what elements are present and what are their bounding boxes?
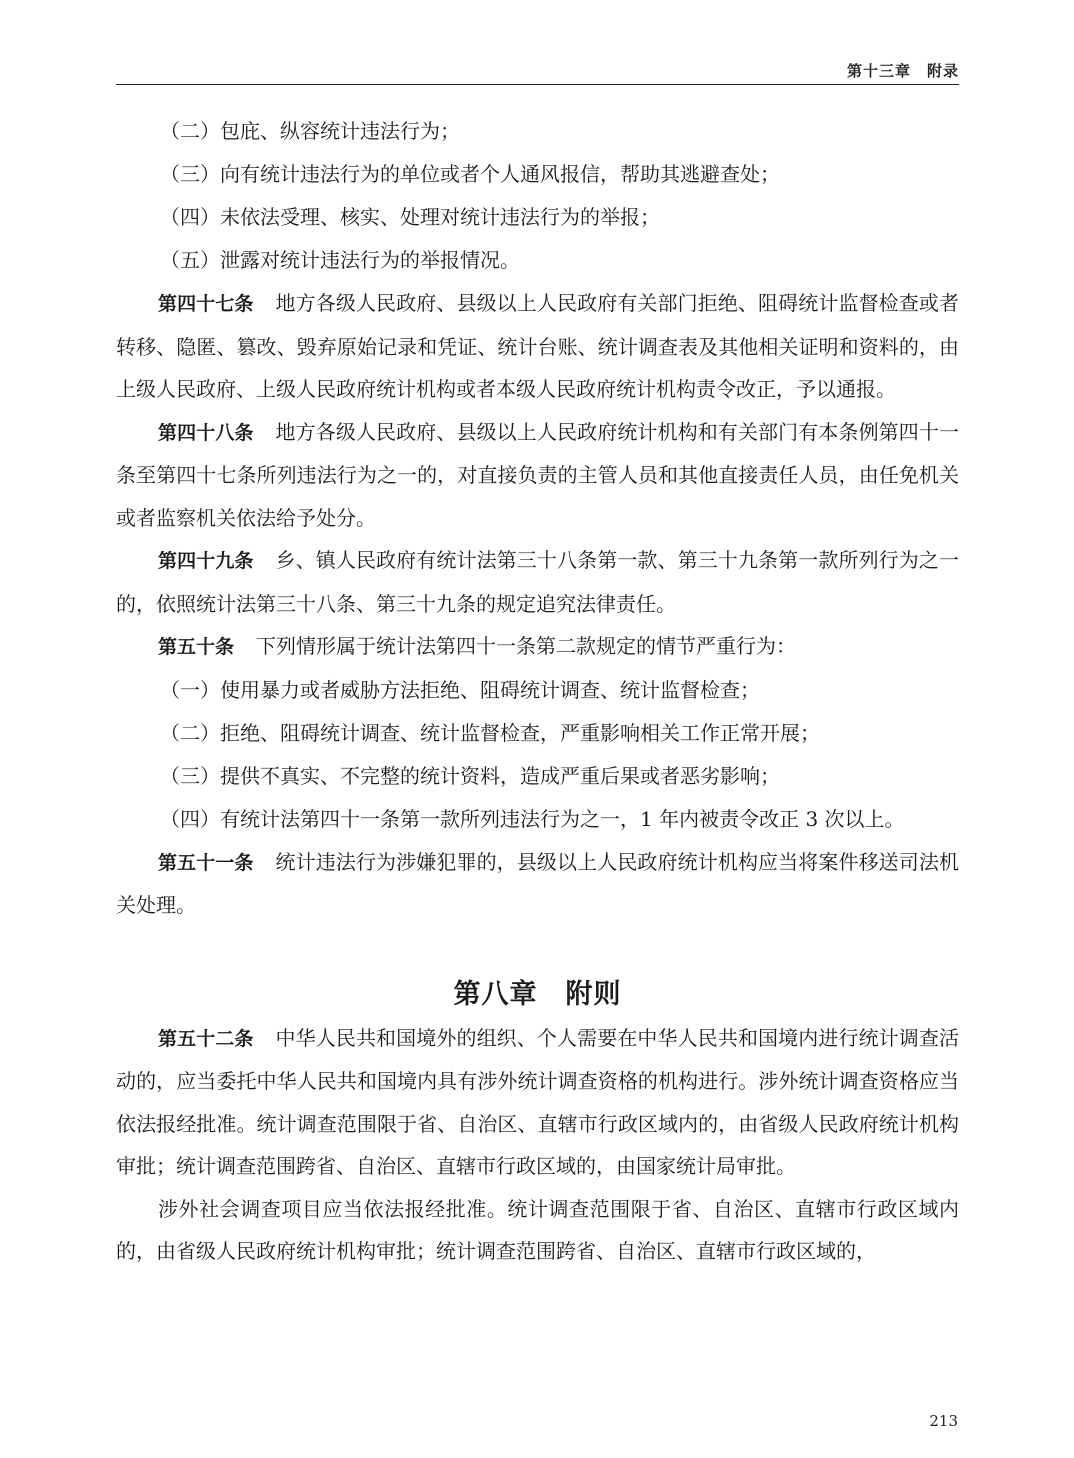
article-50-label: 第五十条 bbox=[158, 636, 235, 658]
running-header bbox=[116, 58, 959, 85]
article-52 bbox=[116, 1017, 959, 1188]
article-49-text: 乡、镇人民政府有统计法第三十八条第一款、第三十九条第一款所列行为之一的，依照统计法第三十八条、第三十九条的规定追究法律责任。 bbox=[116, 548, 959, 616]
article-49 bbox=[116, 539, 959, 625]
article-48-label: 第四十八条 bbox=[158, 421, 254, 444]
article-51-label: 第五十一条 bbox=[158, 851, 254, 874]
article-52-text: 中华人民共和国境外的组织、个人需要在中华人民共和国境内进行统计调查活动的，应当委托中华人民共和国境内具有涉外统计调查资格的机构进行。涉外统计调查资格应当依法报经批准。统计调查范围限于省、自治区、直辖市行政区域内的，由省级人民政府统计机构审批；统计调查范围跨省、自治区、直辖市行政区域的，由国家统计局审批。 bbox=[116, 1025, 959, 1178]
chapter-title: 第八章 附则 bbox=[453, 978, 622, 1010]
article-48 bbox=[116, 411, 959, 540]
article-51 bbox=[116, 841, 959, 927]
list-item: （四）有统计法第四十一条第一款所列违法行为之一，1 年内被责令改正 3 次以上。 bbox=[160, 806, 905, 831]
article-47-label: 第四十七条 bbox=[158, 293, 254, 315]
article-49-label: 第四十九条 bbox=[158, 550, 254, 572]
list-item: （三）向有统计违法行为的单位或者个人通风报信，帮助其逃避查处； bbox=[160, 162, 780, 186]
page-body bbox=[116, 110, 959, 1273]
article-52-label: 第五十二条 bbox=[158, 1027, 254, 1050]
list-item: （二）包庇、纵容统计违法行为； bbox=[160, 119, 460, 143]
list-item: （一）使用暴力或者威胁方法拒绝、阻碍统计调查、统计监督检查； bbox=[160, 677, 760, 702]
list-item: （三）提供不真实、不完整的统计资料，造成严重后果或者恶劣影响； bbox=[160, 763, 780, 788]
list-item: （二）拒绝、阻碍统计调查、统计监督检查，严重影响相关工作正常开展； bbox=[160, 720, 820, 745]
article-47 bbox=[116, 282, 959, 411]
article-50-text: 下列情形属于统计法第四十一条第二款规定的情节严重行为： bbox=[256, 634, 797, 658]
article-50 bbox=[116, 625, 959, 669]
list-item: （四）未依法受理、核实、处理对统计违法行为的举报； bbox=[160, 205, 660, 229]
list-item: （五）泄露对统计违法行为的举报情况。 bbox=[160, 248, 520, 272]
article-51-text: 统计违法行为涉嫌犯罪的，县级以上人民政府统计机构应当将案件移送司法机关处理。 bbox=[116, 849, 959, 917]
article-48-text: 地方各级人民政府、县级以上人民政府统计机构和有关部门有本条例第四十一条至第四十七条所列违法行为之一的，对直接负责的主管人员和其他直接责任人员，由任免机关或者监察机关依法给予处分。 bbox=[116, 419, 959, 530]
page-number: 213 bbox=[929, 1412, 958, 1430]
header-title: 第十三章 附录 bbox=[846, 62, 959, 80]
article-47-text: 地方各级人民政府、县级以上人民政府有关部门拒绝、阻碍统计监督检查或者转移、隐匿、篡改、毁弃原始记录和凭证、统计台账、统计调查表及其他相关证明和资料的，由上级人民政府、上级人民政府统计机构或者本级人民政府统计机构责令改正，予以通报。 bbox=[116, 291, 959, 401]
paragraph: 涉外社会调查项目应当依法报经批准。统计调查范围限于省、自治区、直辖市行政区域内的，由省级人民政府统计机构审批；统计调查范围跨省、自治区、直辖市行政区域的， bbox=[116, 1196, 959, 1263]
